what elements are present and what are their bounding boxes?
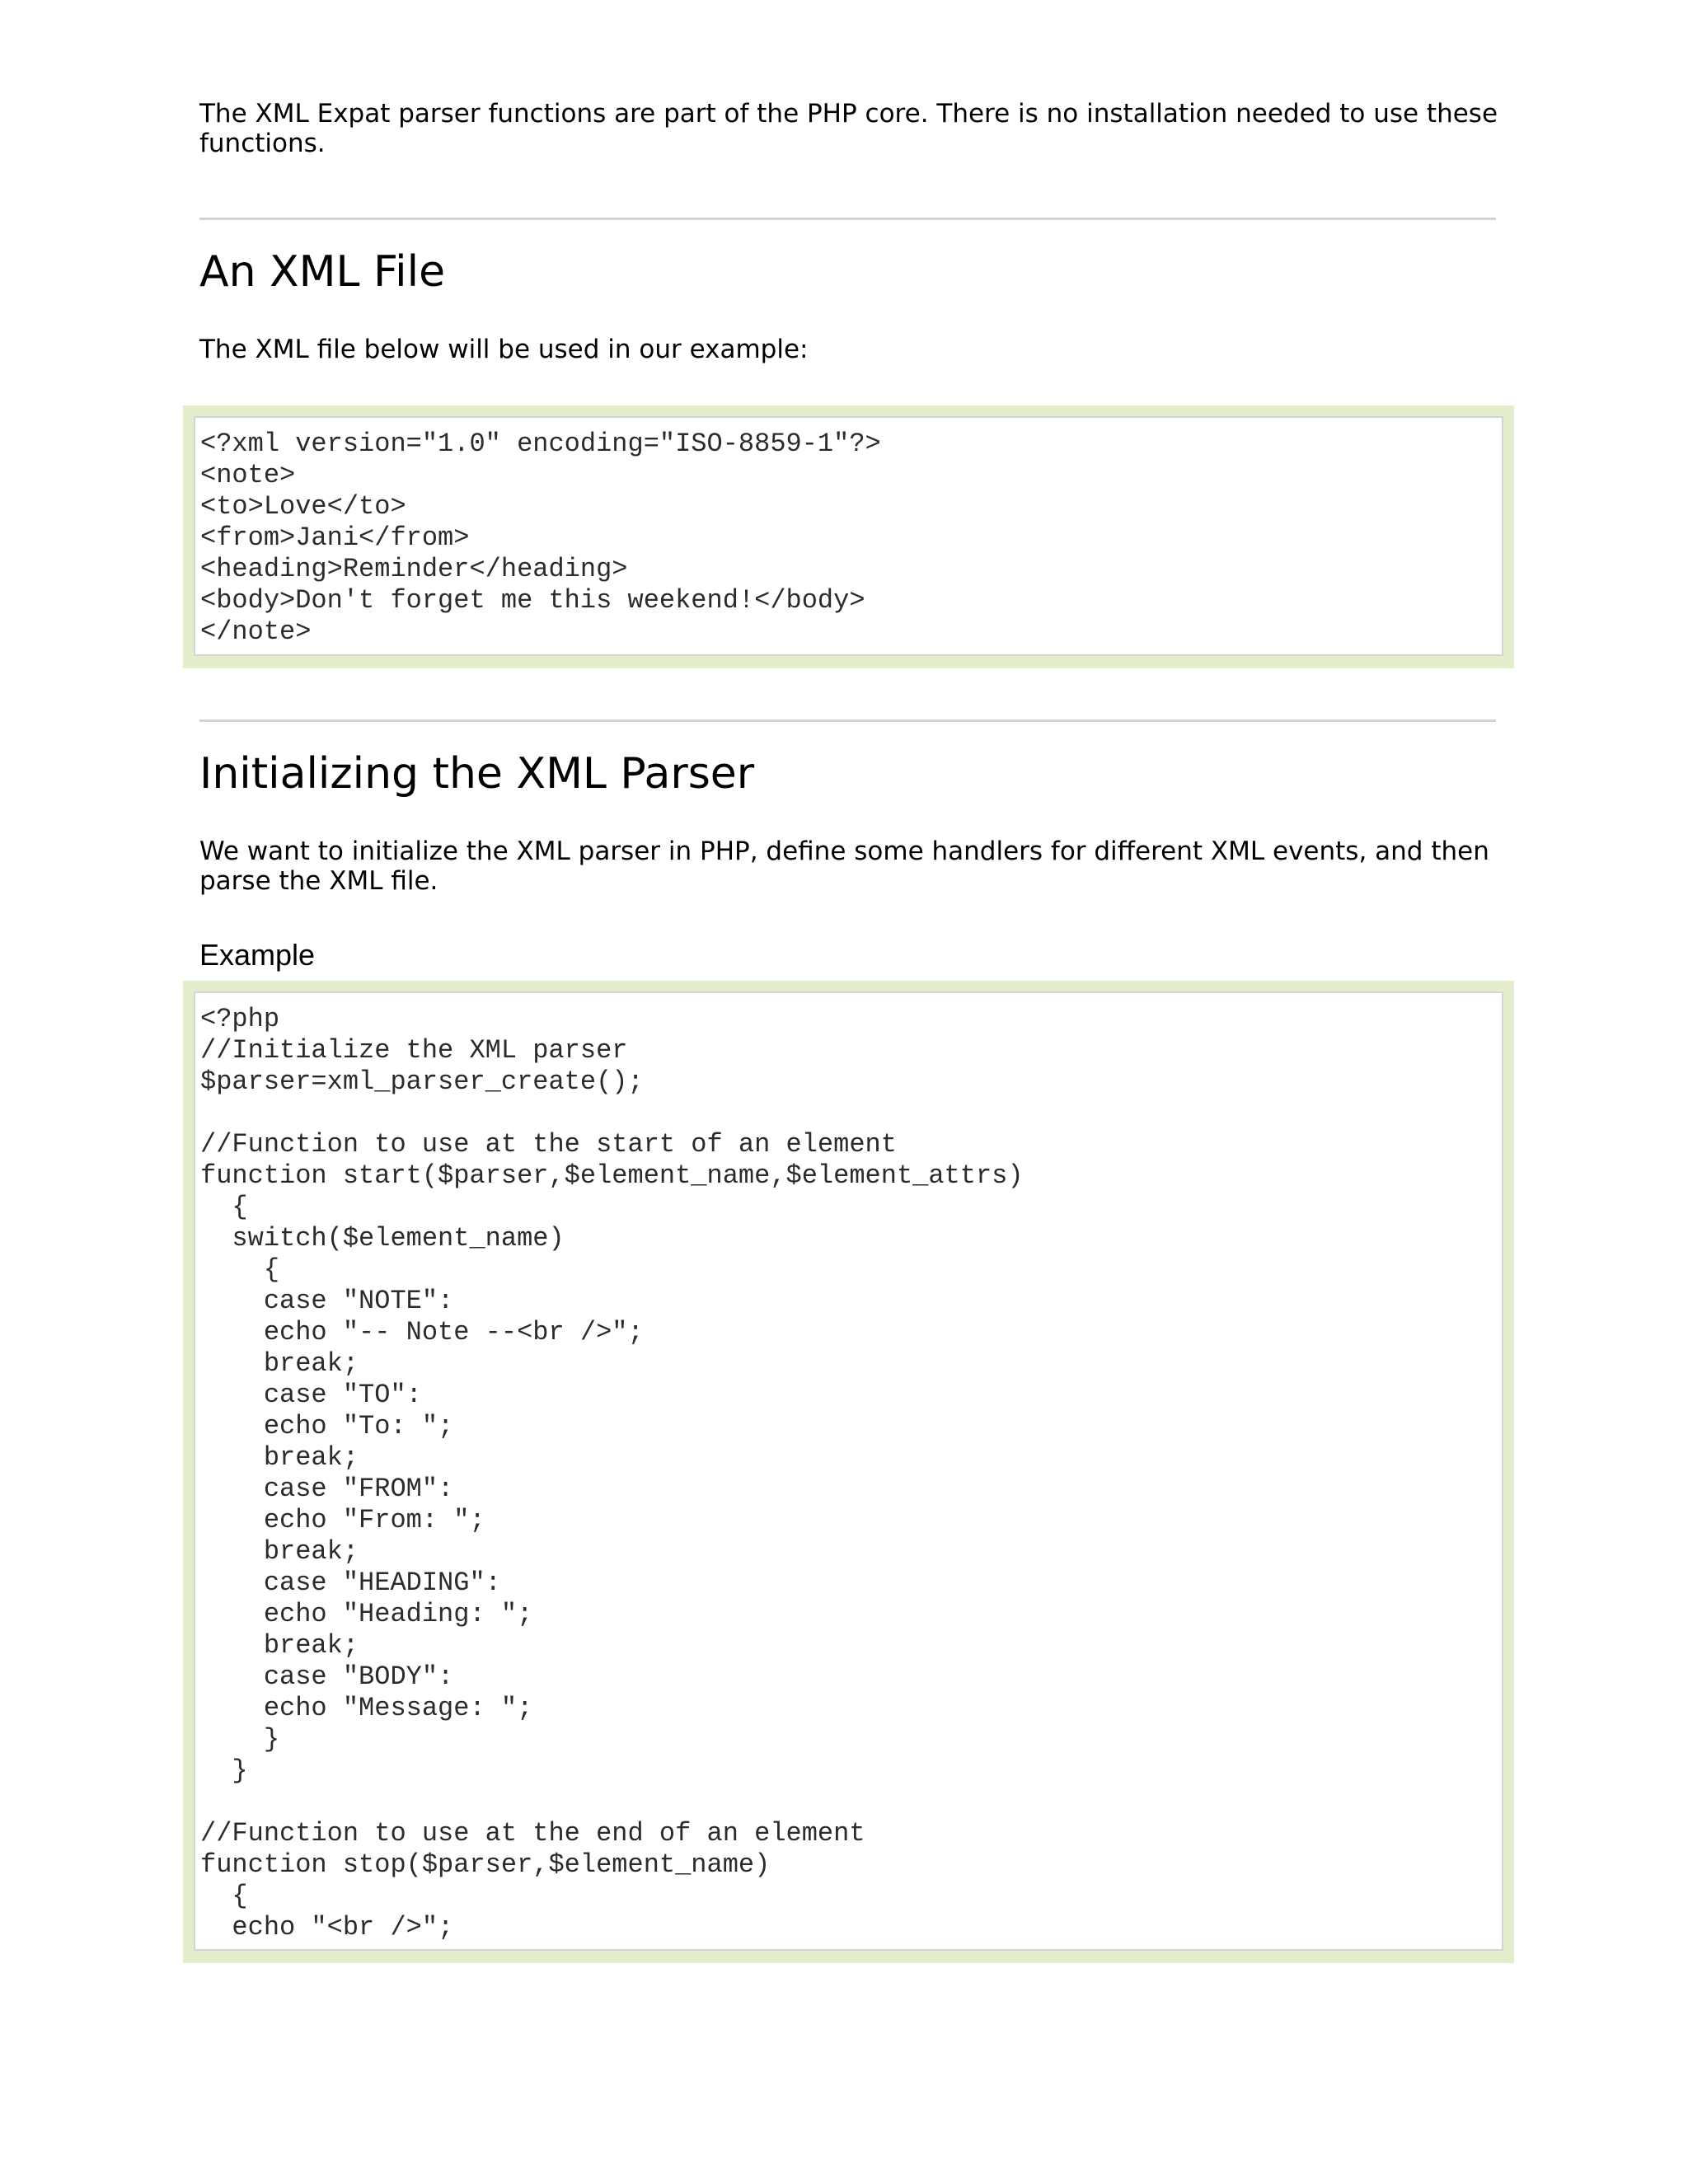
code-line: break;	[200, 1536, 359, 1567]
code-line: case "FROM":	[200, 1474, 454, 1504]
code-line	[200, 1098, 1497, 1129]
code-line: case "NOTE":	[200, 1286, 454, 1316]
code-line: echo "From: ";	[200, 1505, 485, 1535]
code-line: {	[200, 1192, 248, 1222]
intro-paragraph: The XML Expat parser functions are part of the PHP core. There is no installation needed to use these functions.	[199, 99, 1498, 158]
code-line: }	[200, 1755, 248, 1786]
example-label: Example	[199, 938, 316, 972]
divider	[199, 218, 1496, 220]
code-line: echo "To: ";	[200, 1411, 454, 1441]
xml-code-box	[194, 416, 1503, 656]
code-line: break;	[200, 1630, 359, 1661]
code-line: <body>Don't forget me this weekend!</body>	[200, 585, 865, 616]
code-line: echo "<br />";	[200, 1912, 454, 1943]
initializing-description: We want to initialize the XML parser in PHP, define some handlers for different XML events, and then parse the XML file.	[199, 837, 1489, 896]
code-line: }	[200, 1724, 280, 1755]
code-line: {	[200, 1881, 248, 1911]
php-code-frame	[183, 981, 1514, 1963]
code-line: function stop($parser,$element_name)	[200, 1849, 771, 1880]
xml-file-description: The XML file below will be used in our example:	[199, 335, 809, 364]
code-line: echo "Heading: ";	[200, 1599, 533, 1629]
code-line: <to>Love</to>	[200, 491, 406, 522]
code-line: //Function to use at the end of an element	[200, 1818, 865, 1849]
divider	[199, 719, 1496, 722]
xml-code-lines	[200, 429, 1497, 648]
code-line: break;	[200, 1442, 359, 1473]
section-heading-xml-file: An XML File	[199, 247, 446, 297]
code-line: echo "-- Note --<br />";	[200, 1317, 644, 1347]
code-line: <?xml version="1.0" encoding="ISO-8859-1"?>	[200, 429, 881, 459]
xml-code-frame	[183, 405, 1514, 668]
code-line: $parser=xml_parser_create();	[200, 1066, 644, 1097]
code-line: case "TO":	[200, 1380, 422, 1410]
code-line: </note>	[200, 616, 312, 647]
section-heading-initializing: Initializing the XML Parser	[199, 749, 755, 799]
code-line: case "HEADING":	[200, 1568, 501, 1598]
php-code-lines	[200, 1004, 1497, 1943]
code-line: <from>Jani</from>	[200, 523, 470, 553]
code-line: {	[200, 1254, 280, 1285]
code-line: <heading>Reminder</heading>	[200, 554, 628, 584]
code-line: //Initialize the XML parser	[200, 1035, 628, 1066]
code-line: <note>	[200, 460, 296, 490]
code-line: switch($element_name)	[200, 1223, 565, 1254]
code-line: echo "Message: ";	[200, 1693, 533, 1723]
code-line: //Function to use at the start of an element	[200, 1129, 897, 1160]
code-line	[200, 1787, 1497, 1818]
code-line: <?php	[200, 1004, 280, 1034]
code-line: case "BODY":	[200, 1661, 454, 1692]
code-line: break;	[200, 1348, 359, 1379]
code-line: function start($parser,$element_name,$element_attrs)	[200, 1160, 1024, 1191]
php-code-box	[194, 991, 1503, 1951]
